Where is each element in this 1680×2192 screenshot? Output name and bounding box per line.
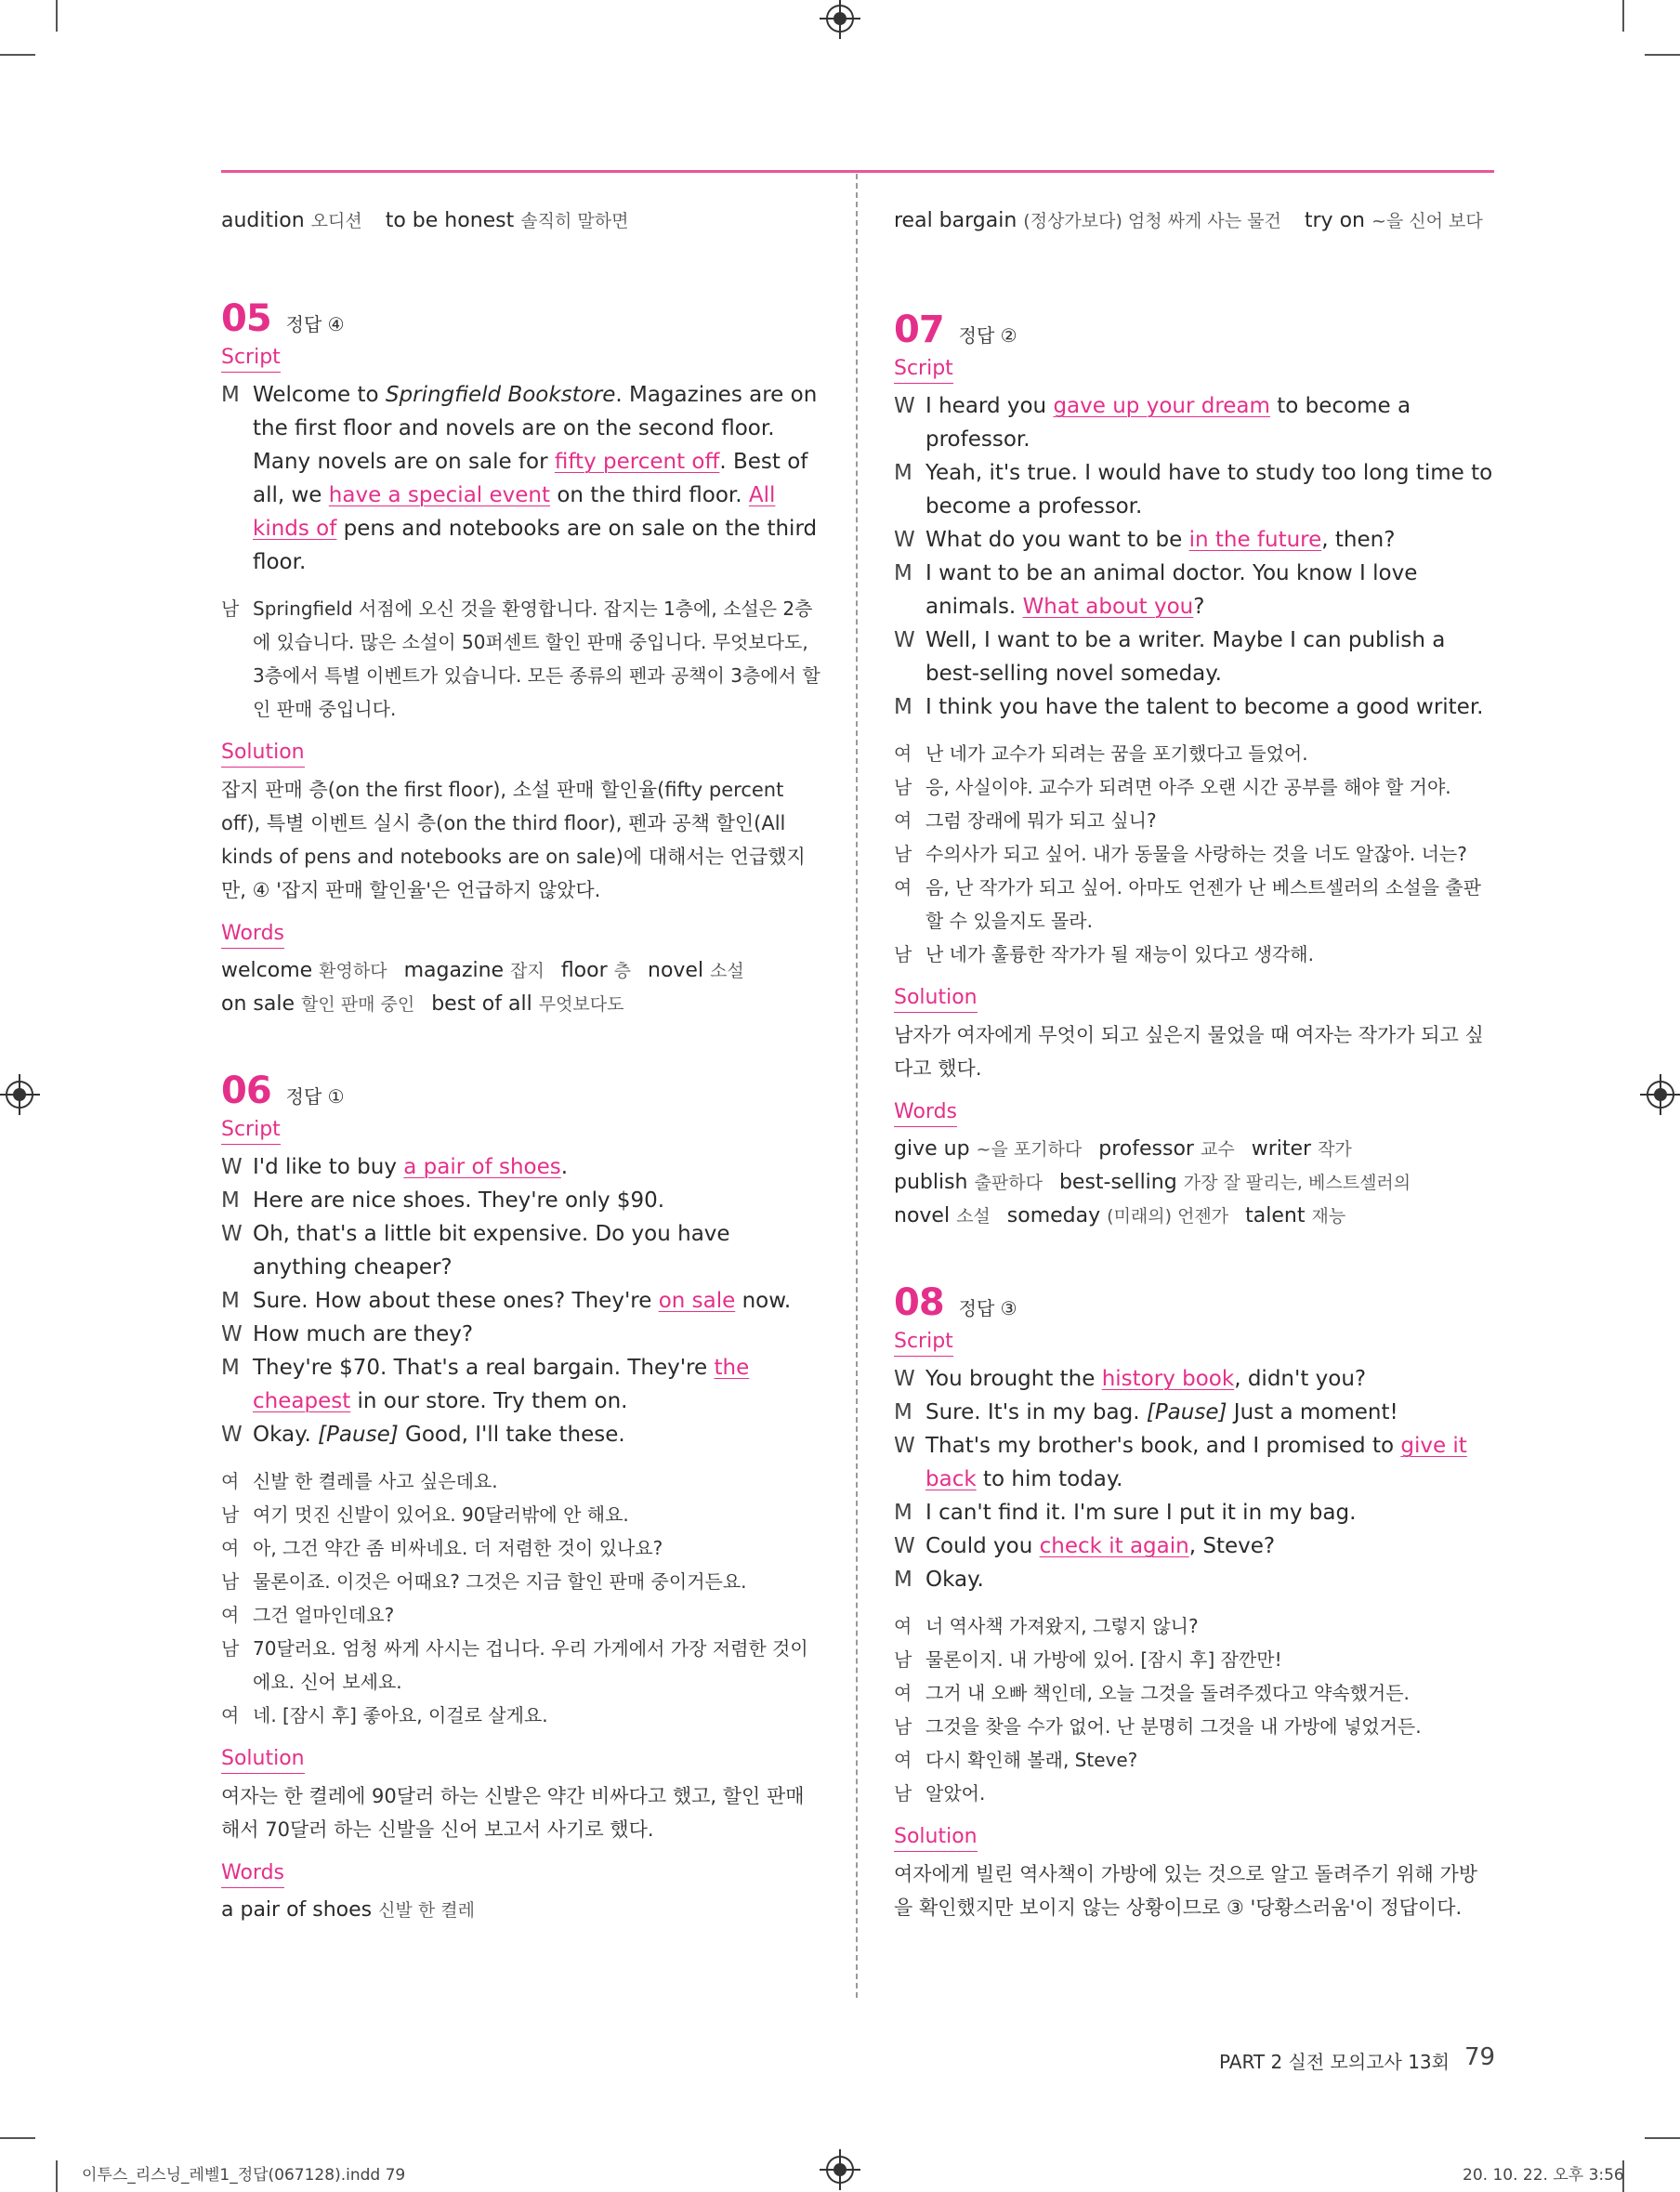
translation-line	[894, 871, 1494, 938]
speaker: W	[894, 1434, 915, 1458]
script-line	[894, 1529, 1494, 1563]
script-text	[925, 623, 1494, 690]
solution-text: 잡지 판매 층(on the first floor), 소설 판매 할인율(fifty percent off), 특별 이벤트 실시 층(on the third floor), 펜과 공책 할인(All kinds of pens and notebooks are on sale)에 대해서는 언급했지만, ④ '잡지 판매 할인율'은 언급하지 않았다.	[221, 779, 806, 901]
script-line	[221, 1318, 821, 1351]
speaker: 남	[221, 1570, 240, 1593]
script-line	[221, 1351, 821, 1418]
text-run: [Pause]	[318, 1423, 399, 1447]
speaker: 남	[221, 597, 240, 620]
speaker: 남	[894, 1715, 912, 1738]
speaker: W	[894, 628, 915, 652]
speaker: 여	[221, 1537, 240, 1559]
text-run: Sure. It's in my bag.	[925, 1400, 1147, 1424]
speaker: 남	[221, 1637, 240, 1660]
speaker: M	[894, 561, 912, 585]
text-run: How much are they?	[253, 1322, 474, 1346]
header-words-right: real bargain (정상가보다) 엄청 싸게 사는 물건 try on ~을 신어 보다	[894, 209, 1483, 232]
text-run: pens and notebooks are on sale on the third floor.	[253, 517, 818, 574]
script-line	[221, 378, 821, 579]
word-en: novel	[648, 959, 704, 982]
words-line	[894, 1133, 1494, 1166]
script	[221, 1150, 821, 1451]
translation-line	[221, 1464, 821, 1498]
translation-text: 그것을 찾을 수가 없어. 난 분명히 그것을 내 가방에 넣었거든.	[925, 1715, 1422, 1738]
words-list	[221, 1894, 821, 1927]
translation-text: 아, 그건 약간 좀 비싸네요. 더 저렴한 것이 있나요?	[253, 1537, 663, 1559]
script-line	[894, 1496, 1494, 1529]
solution-text: 남자가 여자에게 무엇이 되고 싶은지 물었을 때 여자는 작가가 되고 싶다고 했다.	[894, 1024, 1484, 1080]
translation-text: 응, 사실이야. 교수가 되려면 아주 오랜 시간 공부를 해야 할 거야.	[925, 776, 1451, 798]
footer-part-label: PART 2 실전 모의고사 13회	[1219, 2051, 1450, 2073]
text-run: Welcome to	[253, 383, 386, 407]
script-line	[894, 623, 1494, 690]
word-ko: (미래의) 언젠가	[1107, 1206, 1229, 1227]
answer: 정답 ①	[285, 1085, 345, 1108]
word-en: a pair of shoes	[221, 1898, 373, 1922]
word-ko: 소설	[710, 961, 744, 981]
script	[894, 389, 1494, 724]
translation-line	[221, 1699, 821, 1732]
key-phrase: a pair of shoes	[403, 1155, 561, 1179]
text-run: now.	[735, 1289, 792, 1313]
translation-line	[221, 1632, 821, 1699]
text-run: Springfield Bookstore	[385, 383, 616, 407]
key-phrase: history book	[1101, 1367, 1235, 1391]
word-en: give up	[894, 1137, 970, 1161]
words-label: Words	[221, 1859, 284, 1888]
translation-line	[894, 1743, 1494, 1777]
text-run: I can't find it. I'm sure I put it in my bag.	[925, 1501, 1357, 1525]
crop-mark	[1645, 2137, 1680, 2139]
script-text	[925, 523, 1494, 557]
script-line	[894, 1396, 1494, 1429]
translation-text: 다시 확인해 볼래, Steve?	[925, 1749, 1138, 1771]
speaker: W	[221, 1423, 243, 1447]
translation-text: 물론이죠. 이것은 어때요? 그것은 지금 할인 판매 중이거든요.	[253, 1570, 747, 1593]
script-line	[221, 1418, 821, 1451]
text-run: , didn't you?	[1234, 1367, 1367, 1391]
script-line	[894, 389, 1494, 456]
key-phrase: What about you	[1022, 595, 1194, 619]
word-en: novel	[894, 1204, 951, 1227]
script-line	[221, 1284, 821, 1318]
script-text	[253, 1318, 821, 1351]
text-run: That's my brother's book, and I promised to	[925, 1434, 1401, 1458]
speaker: M	[894, 1568, 912, 1592]
key-phrase: have a special event	[328, 483, 551, 507]
script-label: Script	[894, 1328, 953, 1357]
text-run: You brought the	[925, 1367, 1102, 1391]
text-run: I think you have the talent to become a good writer.	[925, 695, 1484, 719]
script-text	[253, 1284, 821, 1318]
translation-line	[894, 737, 1494, 770]
translation-line	[894, 1710, 1494, 1743]
word-en: on sale	[221, 992, 295, 1016]
speaker: 여	[894, 742, 912, 765]
text-run: .	[560, 1155, 569, 1179]
date-slug: 20. 10. 22. 오후 3:56	[1463, 2166, 1624, 2185]
word-ko: 작가	[1318, 1139, 1352, 1160]
key-phrase: in the future	[1188, 528, 1322, 552]
word-ko: 교수	[1200, 1139, 1235, 1160]
text-run: I heard you	[925, 394, 1054, 418]
translation-text: 그럼 장래에 뭐가 되고 싶니?	[925, 809, 1157, 832]
speaker: M	[894, 461, 912, 485]
script-text	[925, 1496, 1494, 1529]
translation-line	[221, 592, 821, 726]
translation-line	[894, 1676, 1494, 1710]
script-line	[221, 1217, 821, 1284]
question-number: 06	[221, 1070, 271, 1112]
speaker: W	[894, 1534, 915, 1558]
word-ko: 재능	[1311, 1206, 1346, 1227]
speaker: M	[894, 1400, 912, 1424]
speaker: 여	[894, 876, 912, 899]
translation-line	[221, 1598, 821, 1632]
text-run: Well, I want to be a writer. Maybe I can publish a best-selling novel someday.	[925, 628, 1446, 686]
text-run: ?	[1193, 595, 1205, 619]
word-ko: 층	[613, 961, 631, 981]
question-number: 07	[894, 308, 944, 351]
translation-text: Springfield 서점에 오신 것을 환영합니다. 잡지는 1층에, 소설은 2층에 있습니다. 많은 소설이 50퍼센트 할인 판매 중입니다. 무엇보다도, 3층에서 특별 이벤트가 있습니다. 모든 종류의 펜과 공책이 3층에서 할인 판매 중입니다.	[253, 597, 820, 720]
crop-mark	[1622, 0, 1624, 32]
speaker: M	[221, 383, 240, 407]
word-en: talent	[1245, 1204, 1306, 1227]
translation-text: 그거 내 오빠 책인데, 오늘 그것을 돌려주겠다고 약속했거든.	[925, 1682, 1410, 1704]
speaker: 여	[894, 1682, 912, 1704]
text-run: , Steve?	[1188, 1534, 1276, 1558]
speaker: 남	[894, 843, 912, 865]
words-list	[221, 954, 821, 1021]
text-run: They're $70. That's a real bargain. They're	[253, 1356, 715, 1380]
translation-line	[221, 1498, 821, 1531]
question-08	[894, 1281, 1494, 1924]
word-ko: 가장 잘 팔리는, 베스트셀러의	[1183, 1173, 1411, 1193]
speaker: 여	[894, 1615, 912, 1637]
words-line	[894, 1200, 1494, 1233]
text-run: Just a moment!	[1227, 1400, 1398, 1424]
text-run: [Pause]	[1146, 1400, 1227, 1424]
translation-text: 알았어.	[925, 1782, 986, 1805]
text-run: Okay.	[253, 1423, 319, 1447]
translation-line	[894, 938, 1494, 971]
file-slug: 이투스_리스닝_레벨1_정답(067128).indd 79	[82, 2166, 406, 2185]
script-line	[894, 1429, 1494, 1496]
speaker: 여	[221, 1470, 240, 1492]
word-en: best of all	[431, 992, 532, 1016]
solution-text: 여자는 한 켤레에 90달러 하는 신발은 약간 비싸다고 했고, 할인 판매해서 70달러 하는 신발을 신어 보고서 사기로 했다.	[221, 1785, 805, 1841]
translation-line	[894, 1777, 1494, 1810]
translation-line	[221, 1565, 821, 1598]
text-run: Good, I'll take these.	[398, 1423, 625, 1447]
text-run: Oh, that's a little bit expensive. Do you have anything cheaper?	[253, 1222, 730, 1280]
text-run: , then?	[1321, 528, 1396, 552]
script-text	[253, 1150, 821, 1184]
translation-text: 네. [잠시 후] 좋아요, 이걸로 살게요.	[253, 1704, 548, 1726]
word-en: someday	[1006, 1204, 1101, 1227]
words-line	[894, 1166, 1494, 1200]
solution-label: Solution	[894, 984, 978, 1013]
word-ko: 잡지	[510, 961, 545, 981]
solution-label: Solution	[221, 739, 305, 768]
speaker: 여	[221, 1604, 240, 1626]
header-rule	[221, 170, 1494, 173]
key-phrase: check it again	[1039, 1534, 1189, 1558]
script-text	[253, 1351, 821, 1418]
solution-label: Solution	[221, 1745, 305, 1774]
speaker: 남	[894, 1648, 912, 1671]
key-phrase: give it back	[925, 1434, 1467, 1491]
korean-translation	[894, 1609, 1494, 1810]
question-number: 08	[894, 1281, 944, 1324]
translation-text: 너 역사책 가져왔지, 그렇지 않니?	[925, 1615, 1199, 1637]
text-run: to become a professor.	[925, 394, 1411, 452]
script-text	[253, 1418, 821, 1451]
text-run: . Magazines are on the first floor and novels are on the second floor. Many novels are on sale for	[253, 383, 818, 474]
script-text	[925, 389, 1494, 456]
answer: 정답 ④	[285, 313, 345, 335]
question-07	[894, 308, 1494, 1233]
script-line	[221, 1150, 821, 1184]
right-column	[894, 204, 1494, 1924]
registration-mark-icon	[1647, 1081, 1674, 1109]
word-ko: 환영하다	[319, 961, 387, 981]
page-number: 79	[1464, 2043, 1496, 2071]
text-run: What do you want to be	[925, 528, 1189, 552]
speaker: M	[221, 1356, 240, 1380]
question-06	[221, 1070, 821, 1927]
translation-text: 물론이지. 내 가방에 있어. [잠시 후] 잠깐만!	[925, 1648, 1282, 1671]
translation-line	[894, 804, 1494, 837]
text-run: Could you	[925, 1534, 1040, 1558]
speaker: W	[894, 528, 915, 552]
word-en: magazine	[403, 959, 505, 982]
text-run: in our store. Try them on.	[350, 1389, 628, 1413]
script	[221, 378, 821, 579]
crop-mark	[1645, 54, 1680, 56]
speaker: 남	[894, 776, 912, 798]
speaker: 여	[894, 809, 912, 832]
words-line	[221, 954, 821, 988]
speaker: M	[221, 1188, 240, 1213]
words-list	[894, 1133, 1494, 1233]
script-text	[925, 1362, 1494, 1396]
text-run: to him today.	[976, 1467, 1123, 1491]
text-run: Yeah, it's true. I would have to study too long time to become a professor.	[925, 461, 1493, 518]
script-label: Script	[894, 355, 953, 384]
registration-mark-icon	[6, 1081, 33, 1109]
speaker: W	[221, 1155, 243, 1179]
script-text	[925, 1396, 1494, 1429]
script-text	[253, 1217, 821, 1284]
script-line	[894, 1362, 1494, 1396]
text-run: I'd like to buy	[253, 1155, 404, 1179]
korean-translation	[221, 592, 821, 726]
word-en: publish	[894, 1171, 968, 1194]
script-text	[925, 557, 1494, 623]
answer: 정답 ②	[958, 324, 1017, 347]
translation-line	[894, 837, 1494, 871]
script-line	[894, 1563, 1494, 1596]
script-label: Script	[221, 344, 281, 373]
translation-line	[894, 1643, 1494, 1676]
word-en: floor	[560, 959, 608, 982]
words-line	[221, 1894, 821, 1927]
word-en: writer	[1251, 1137, 1312, 1161]
speaker: 여	[894, 1749, 912, 1771]
crop-mark	[56, 0, 58, 32]
speaker: M	[221, 1289, 240, 1313]
speaker: M	[894, 695, 912, 719]
script-line	[894, 557, 1494, 623]
text-run: . Best of all, we	[253, 450, 808, 507]
column-divider	[856, 174, 858, 1998]
word-ko: 신발 한 켤레	[378, 1900, 475, 1921]
solution-text: 여자에게 빌린 역사책이 가방에 있는 것으로 알고 돌려주기 위해 가방을 확인했지만 보이지 않는 상황이므로 ③ '당황스러움'이 정답이다.	[894, 1863, 1478, 1919]
speaker: 남	[221, 1503, 240, 1526]
registration-mark-icon	[826, 5, 854, 33]
key-phrase: on sale	[658, 1289, 736, 1313]
translation-text: 수의사가 되고 싶어. 내가 동물을 사랑하는 것을 너도 알잖아. 너는?	[925, 843, 1467, 865]
speaker: M	[894, 1501, 912, 1525]
header-words-left: audition 오디션 to be honest 솔직히 말하면	[221, 209, 629, 232]
script-line	[894, 690, 1494, 724]
speaker: W	[221, 1322, 243, 1346]
word-en: welcome	[221, 959, 313, 982]
translation-text: 여기 멋진 신발이 있어요. 90달러밖에 안 해요.	[253, 1503, 629, 1526]
translation-text: 음, 난 작가가 되고 싶어. 아마도 언젠가 난 베스트셀러의 소설을 출판할 수 있을지도 몰라.	[925, 876, 1481, 932]
script-text	[925, 1429, 1494, 1496]
text-run: Okay.	[925, 1568, 984, 1592]
word-ko: 할인 판매 중인	[301, 994, 415, 1015]
words-label: Words	[894, 1098, 957, 1127]
text-run: I want to be an animal doctor. You know I love animals.	[925, 561, 1418, 619]
word-ko: 소설	[956, 1206, 991, 1227]
speaker: 남	[894, 943, 912, 965]
question-number: 05	[221, 297, 271, 340]
word-ko: 출판하다	[974, 1173, 1043, 1193]
script-line	[894, 523, 1494, 557]
word-ko: ~을 포기하다	[976, 1139, 1083, 1160]
speaker: W	[894, 1367, 915, 1391]
speaker: W	[221, 1222, 243, 1246]
word-en: professor	[1098, 1137, 1194, 1161]
translation-text: 난 네가 훌륭한 작가가 될 재능이 있다고 생각해.	[925, 943, 1314, 965]
word-ko: 무엇보다도	[538, 994, 624, 1015]
script-label: Script	[221, 1116, 281, 1145]
question-05	[221, 297, 821, 1021]
translation-line	[894, 770, 1494, 804]
speaker: 여	[221, 1704, 240, 1726]
script-text	[253, 1184, 821, 1217]
translation-text: 그건 얼마인데요?	[253, 1604, 395, 1626]
text-run: on the third floor.	[550, 483, 749, 507]
script-text	[925, 690, 1494, 724]
key-phrase: the cheapest	[253, 1356, 750, 1413]
crop-mark	[56, 2160, 58, 2192]
text-run: Here are nice shoes. They're only $90.	[253, 1188, 665, 1213]
script-line	[894, 456, 1494, 523]
text-run: Sure. How about these ones? They're	[253, 1289, 659, 1313]
script-text	[925, 1529, 1494, 1563]
script-text	[253, 378, 821, 579]
korean-translation	[894, 737, 1494, 971]
script	[894, 1362, 1494, 1596]
key-phrase: All kinds of	[253, 483, 776, 541]
translation-line	[894, 1609, 1494, 1643]
translation-text: 신발 한 켤레를 사고 싶은데요.	[253, 1470, 498, 1492]
script-line	[221, 1184, 821, 1217]
left-column	[221, 204, 821, 1927]
translation-text: 70달러요. 엄청 싸게 사시는 겁니다. 우리 가게에서 가장 저렴한 것이에요. 신어 보세요.	[253, 1637, 808, 1693]
key-phrase: fifty percent off	[554, 450, 720, 474]
key-phrase: gave up your dream	[1053, 394, 1270, 418]
answer: 정답 ③	[958, 1297, 1017, 1319]
crop-mark	[0, 2137, 35, 2139]
words-line	[221, 988, 821, 1021]
solution-label: Solution	[894, 1823, 978, 1852]
translation-line	[221, 1531, 821, 1565]
word-en: best-selling	[1058, 1171, 1177, 1194]
registration-mark-icon	[826, 2156, 854, 2184]
words-label: Words	[221, 920, 284, 949]
speaker: 남	[894, 1782, 912, 1805]
korean-translation	[221, 1464, 821, 1732]
script-text	[925, 456, 1494, 523]
translation-text: 난 네가 교수가 되려는 꿈을 포기했다고 들었어.	[925, 742, 1308, 765]
crop-mark	[0, 54, 35, 56]
script-text	[925, 1563, 1494, 1596]
speaker: W	[894, 394, 915, 418]
